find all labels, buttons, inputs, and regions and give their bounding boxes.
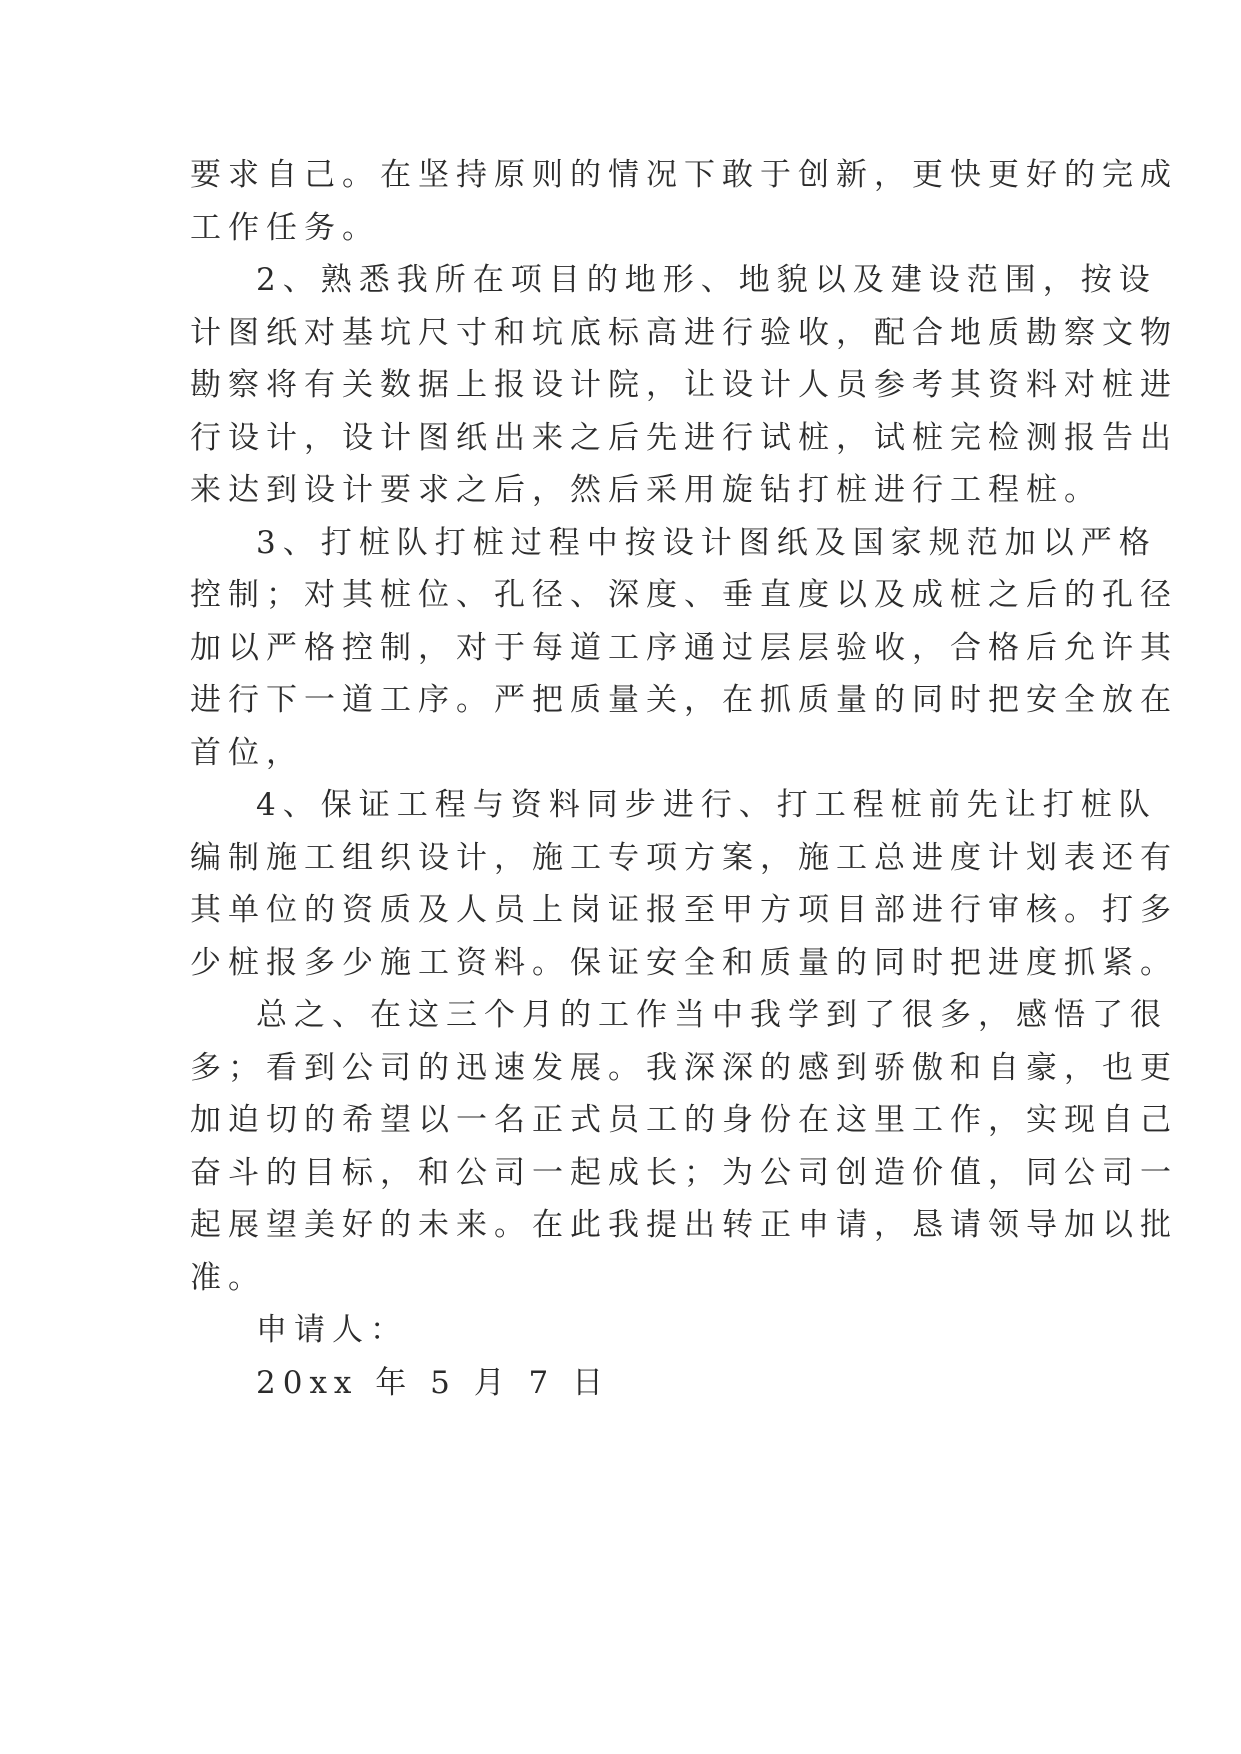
- text-line: 2、熟悉我所在项目的地形、地貌以及建设范围，按设: [256, 262, 1157, 298]
- text-line: 准。: [190, 1260, 266, 1296]
- text-line: 3、打桩队打桩过程中按设计图纸及国家规范加以严格: [256, 525, 1157, 561]
- text-line: 来达到设计要求之后，然后采用旋钻打桩进行工程桩。: [190, 472, 1102, 508]
- text-line: 行设计，设计图纸出来之后先进行试桩，试桩完检测报告出: [190, 420, 1178, 456]
- text-line: 总之、在这三个月的工作当中我学到了很多，感悟了很: [256, 997, 1168, 1033]
- text-line: 控制；对其桩位、孔径、深度、垂直度以及成桩之后的孔径: [190, 577, 1178, 613]
- text-line: 工作任务。: [190, 210, 380, 246]
- text-line: 首位，: [190, 735, 304, 771]
- date-line: 20xx 年 5 月 7 日: [256, 1365, 611, 1401]
- text-line: 其单位的资质及人员上岗证报至甲方项目部进行审核。打多: [190, 892, 1178, 928]
- text-line: 计图纸对基坑尺寸和坑底标高进行验收，配合地质勘察文物: [190, 315, 1178, 351]
- applicant-label: 申请人：: [256, 1312, 408, 1348]
- text-line: 加以严格控制，对于每道工序通过层层验收，合格后允许其: [190, 630, 1178, 666]
- text-line: 少桩报多少施工资料。保证安全和质量的同时把进度抓紧。: [190, 945, 1178, 981]
- text-line: 加迫切的希望以一名正式员工的身份在这里工作，实现自己: [190, 1102, 1178, 1138]
- text-line: 勘察将有关数据上报设计院，让设计人员参考其资料对桩进: [190, 367, 1178, 403]
- text-line: 进行下一道工序。严把质量关，在抓质量的同时把安全放在: [190, 682, 1178, 718]
- text-line: 多；看到公司的迅速发展。我深深的感到骄傲和自豪，也更: [190, 1050, 1178, 1086]
- text-line: 要求自己。在坚持原则的情况下敢于创新，更快更好的完成: [190, 157, 1178, 193]
- text-line: 4、保证工程与资料同步进行、打工程桩前先让打桩队: [256, 787, 1157, 823]
- text-line: 起展望美好的未来。在此我提出转正申请，恳请领导加以批: [190, 1207, 1178, 1243]
- text-line: 编制施工组织设计，施工专项方案，施工总进度计划表还有: [190, 840, 1178, 876]
- text-line: 奋斗的目标，和公司一起成长；为公司创造价值，同公司一: [190, 1155, 1178, 1191]
